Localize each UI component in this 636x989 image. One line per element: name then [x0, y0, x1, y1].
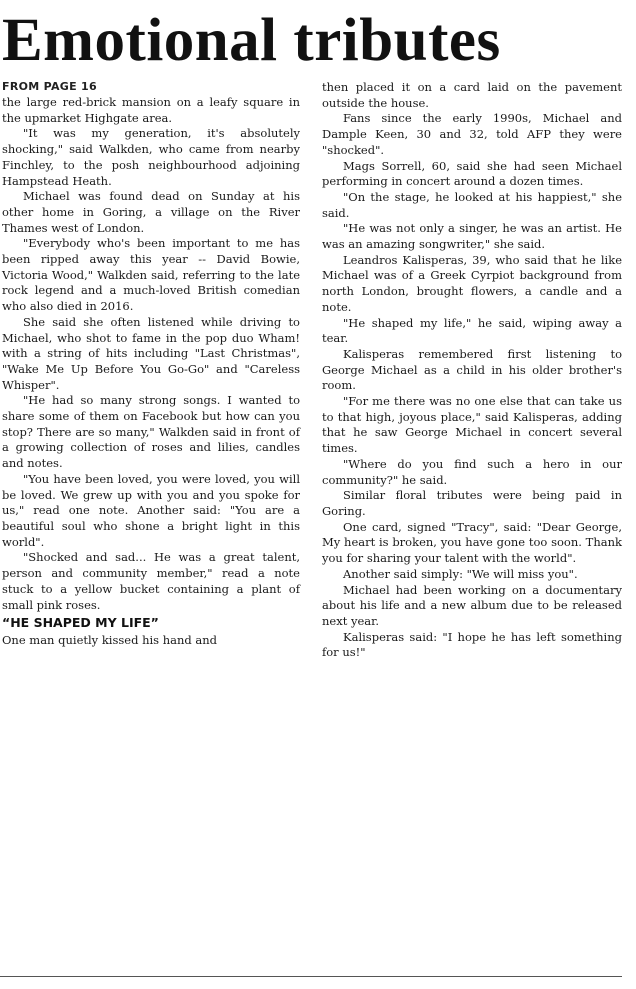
paragraph: Michael had been working on a documentary about his life and a new album due to be released next year.: [322, 582, 622, 628]
paragraph: Mags Sorrell, 60, said she had seen Michael performing in concert around a dozen times.: [322, 158, 622, 189]
paragraph: One card, signed "Tracy", said: "Dear George, My heart is broken, you have gone too soon. Thank you for sharing your talent with the world".: [322, 519, 622, 566]
left-final-paragraph: One man quietly kissed his hand and: [2, 633, 218, 648]
paragraph: then placed it on a card laid on the pavement outside the house.: [322, 80, 622, 110]
right-paragraphs: [322, 80, 622, 661]
left-column: [2, 80, 300, 989]
paragraph: "He had so many strong songs. I wanted to share some of them on Facebook but how can you stop? There are so many," Walkden said in front of a growing collection of roses and lilies, candles and notes.: [2, 393, 300, 471]
paragraph: "He shaped my life," he said, wiping away a tear.: [322, 315, 622, 346]
paragraph: "He was not only a singer, he was an artist. He was an amazing songwriter," she said.: [322, 221, 622, 252]
paragraph: She said she often listened while driving to Michael, who shot to fame in the pop duo Wham! with a string of hits including "Last Christmas", "Wake Me Up Before You Go-Go" and "Careless Whisper".: [2, 314, 300, 392]
paragraph: Kalisperas remembered first listening to George Michael as a child in his older brother's room.: [322, 346, 622, 393]
paragraph: Fans since the early 1990s, Michael and Dample Keen, 30 and 32, told AFP they were "shocked".: [322, 111, 622, 157]
continued-from-label: FROM PAGE 16: [2, 80, 97, 93]
right-column: [322, 80, 622, 989]
paragraph: "It was my generation, it's absolutely shocking," said Walkden, who came from nearby Finchley, to the posh neighbourhood adjoining Hampstead Heath.: [2, 126, 300, 188]
paragraph: Leandros Kalisperas, 39, who said that he like Michael was of a Greek Cyrpiot background from north London, brought flowers, a candle and a note.: [322, 252, 622, 314]
paragraph: "On the stage, he looked at his happiest," she said.: [322, 189, 622, 220]
bottom-rule: [0, 976, 622, 977]
paragraph: Similar floral tributes were being paid in Goring.: [322, 488, 622, 518]
paragraph: "Shocked and sad... He was a great talent, person and community member," read a note stuck to a yellow bucket containing a plant of small pink roses.: [2, 550, 300, 612]
paragraph: Michael was found dead on Sunday at his other home in Goring, a village on the River Thames west of London.: [2, 189, 300, 235]
paragraph: Another said simply: "We will miss you".: [343, 566, 578, 581]
left-paragraphs: [2, 95, 300, 613]
headline: Emotional tributes: [2, 7, 501, 74]
paragraph: "Everybody who's been important to me has been ripped away this year -- David Bowie, Victoria Wood," Walkden said, referring to the late rock legend and a much-loved British comedian who also died in 2016.: [2, 236, 300, 314]
paragraph: "Where do you find such a hero in our community?" he said.: [322, 456, 622, 487]
paragraph: the large red-brick mansion on a leafy square in the upmarket Highgate area.: [2, 95, 300, 125]
paragraph: Kalisperas said: "I hope he has left something for us!": [322, 629, 622, 660]
paragraph: "You have been loved, you were loved, you will be loved. We grew up with you and you spoke for us," read one note. Another said: "You are a beautiful soul who shone a bright light in this world".: [2, 471, 300, 549]
subhead: “HE SHAPED MY LIFE”: [2, 615, 159, 631]
paragraph: "For me there was no one else that can take us to that high, joyous place," said Kalisperas, adding that he saw George Michael in concert several times.: [322, 394, 622, 456]
